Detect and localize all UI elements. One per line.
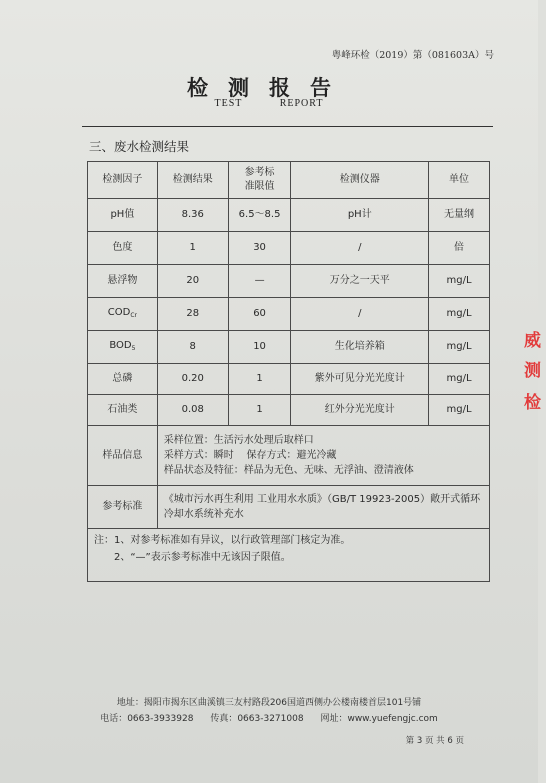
table-row: pH值 8.36 6.5～8.5 pH计 无量纲 [88,199,490,232]
sample-info-content: 采样位置：生活污水处理后取样口 采样方式：瞬时 保存方式：避光冷藏 样品状态及特征：样品为无色、无味、无浮油、澄清液体 [157,426,489,486]
footer-contact [0,711,538,724]
stamp-fragment: 威 [524,331,541,351]
report-title-cn: 检测报告 [187,76,351,100]
report-number: 粤峰环检（2019）第（081603A）号 [331,50,494,61]
reference-row [88,486,490,529]
header-instrument: 检测仪器 [291,162,429,199]
footer-website: 网址：www.yuefengjc.com [320,714,438,724]
table-row: $BOD_5$ 8 10 生化培养箱 mg/L [88,331,490,364]
sample-info-label: 样品信息 [88,426,158,486]
report-title-en: TEST REPORT [214,98,324,109]
section-title: 三、废水检测结果 [89,139,190,154]
table-row: 总磷 0.20 1 紫外可见分光光度计 mg/L [88,364,490,395]
notes-row [88,529,490,582]
stamp-fragment: 测 [524,361,541,381]
page-number: 第 3 页 共 6 页 [405,736,464,746]
table-row: 悬浮物 20 — 万分之一天平 mg/L [88,265,490,298]
footer-phone: 电话：0663-3933928 [100,714,194,724]
table-header-row [88,162,490,199]
reference-text: 《城市污水再生利用 工业用水水质》（GB/T 19923-2005）敞开式循环冷却水系统补充水 [157,486,489,529]
header-limit: 参考标 准限值 [228,162,291,199]
table-row: 石油类 0.08 1 红外分光光度计 mg/L [88,395,490,426]
header-factor: 检测因子 [88,162,158,199]
table-row: $COD_{Cr}$ 28 60 / mg/L [88,298,490,331]
results-table [87,161,490,582]
header-rule [82,126,493,127]
footer-address: 地址：揭阳市揭东区曲溪镇三友村路段206国道西侧办公楼南楼首层101号铺 [116,698,422,708]
stamp-fragment: 检 [524,393,541,413]
reference-label: 参考标准 [88,486,158,529]
table-row: 色度 1 30 / 倍 [88,232,490,265]
header-unit: 单位 [429,162,490,199]
notes: 注：1、对参考标准如有异议，以行政管理部门核定为准。 2、“—”表示参考标准中无该因子限值。 [88,529,490,582]
footer-fax: 传真：0663-3271008 [210,714,304,724]
header-result: 检测结果 [157,162,228,199]
sample-info-row [88,426,490,486]
